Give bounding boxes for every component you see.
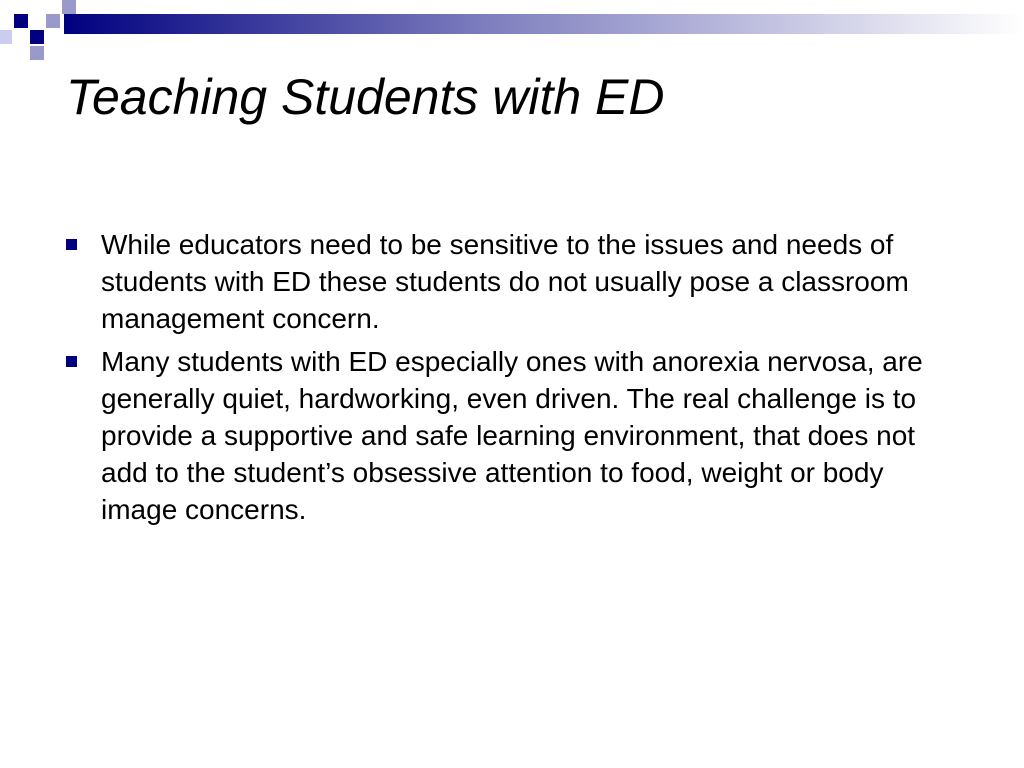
bullet-list xyxy=(64,226,964,534)
slide-title: Teaching Students with ED xyxy=(66,69,665,125)
square-bullet-icon xyxy=(66,239,77,250)
decor-square xyxy=(0,30,12,44)
decor-square xyxy=(30,46,44,60)
square-bullet-icon xyxy=(66,356,77,367)
decor-square xyxy=(30,30,44,44)
decor-square xyxy=(62,0,76,14)
bullet-item xyxy=(64,343,964,528)
bullet-item xyxy=(64,226,964,337)
bullet-text: Many students with ED especially ones with anorexia nervosa, are generally quiet, hardworking, even driven. The real challenge is to provide a supportive and safe learning environment, that does not add to the student’s obsessive attention to food, weight or body image concerns. xyxy=(101,346,923,525)
decor-square xyxy=(46,14,60,28)
header-gradient-bar xyxy=(64,14,1024,34)
decor-square xyxy=(14,14,28,28)
bullet-text: While educators need to be sensitive to the issues and needs of students with ED these students do not usually pose a classroom management concern. xyxy=(101,229,909,334)
